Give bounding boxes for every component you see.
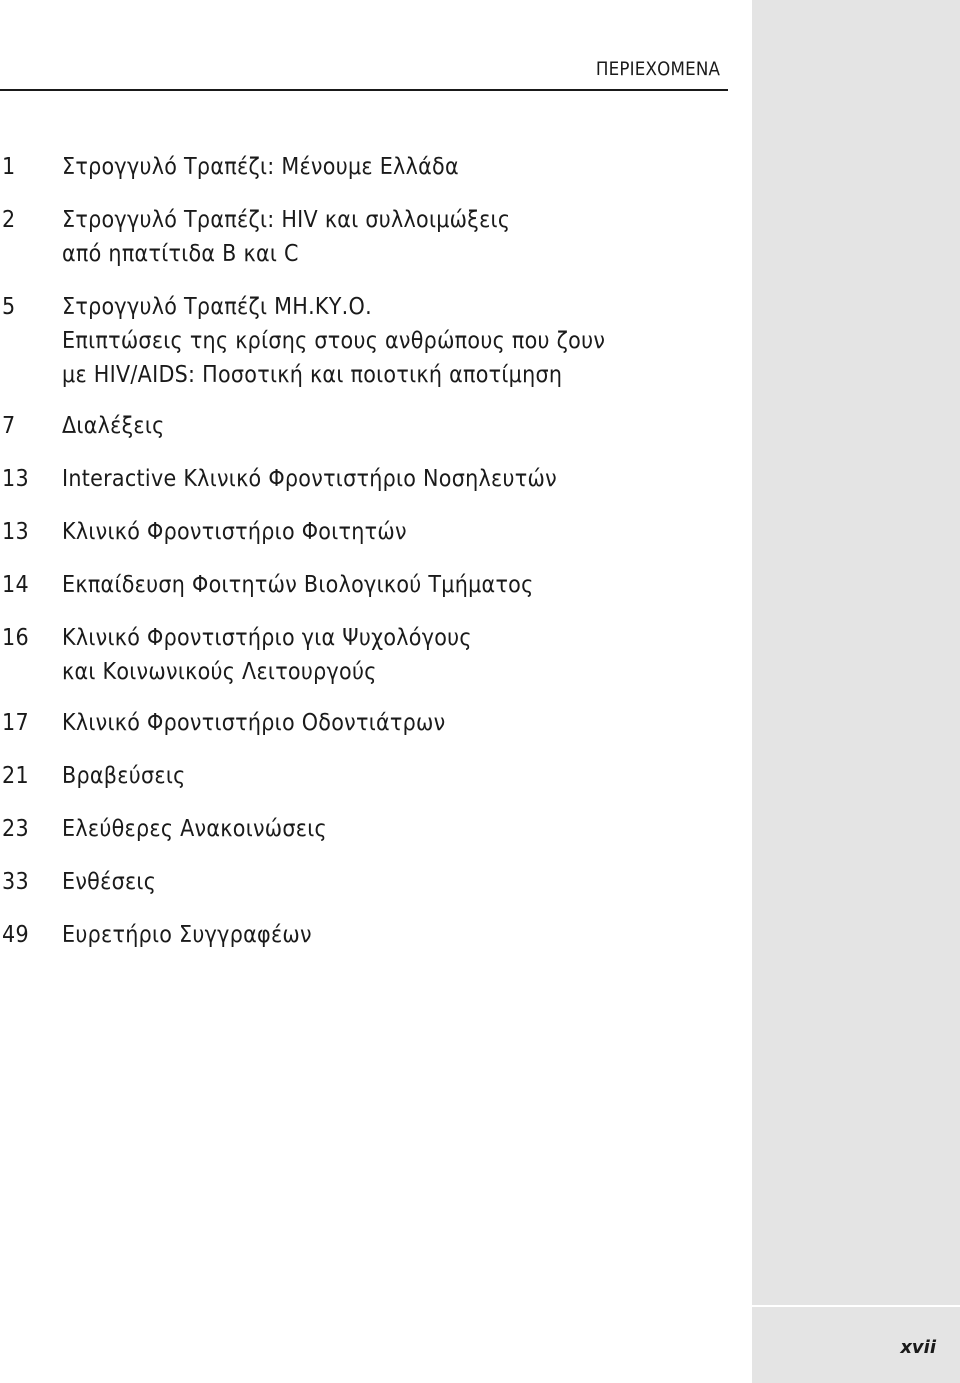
- toc-entry-text: Ευρετήριο Συγγραφέων: [62, 922, 312, 948]
- toc-page-number: 2: [2, 207, 16, 233]
- toc-page-number: 23: [2, 816, 29, 842]
- toc-page-number: 7: [2, 413, 16, 439]
- toc-title: ΠΕΡΙΕΧΟΜΕΝΑ: [595, 58, 720, 80]
- toc-page-number: 1: [2, 154, 16, 180]
- toc-entry-text: Interactive Κλινικό Φροντιστήριο Νοσηλευτών: [62, 466, 557, 492]
- toc-page-number: 5: [2, 294, 16, 320]
- toc-page-number: 14: [2, 572, 29, 598]
- side-panel: [752, 0, 960, 1305]
- toc-entry-text: Στρογγυλό Τραπέζι: HIV και συλλοιμώξεις από ηπατίτιδα Β και C: [62, 207, 511, 267]
- side-footer: [752, 1307, 960, 1383]
- title-rule: [0, 89, 728, 91]
- toc-page-number: 33: [2, 869, 29, 895]
- toc-entry-text: Εκπαίδευση Φοιτητών Βιολογικού Τμήματος: [62, 572, 534, 598]
- toc-entry-text: Στρογγυλό Τραπέζι: Μένουμε Ελλάδα: [62, 154, 459, 180]
- toc-page-number: 16: [2, 625, 29, 651]
- toc-page-number: 21: [2, 763, 29, 789]
- toc-entry-text: Κλινικό Φροντιστήριο Οδοντιάτρων: [62, 710, 446, 736]
- toc-entry-text: Κλινικό Φροντιστήριο για Ψυχολόγους και Κοινωνικούς Λειτουργούς: [62, 625, 472, 685]
- toc-page-number: 13: [2, 466, 29, 492]
- toc-entry-text: Ενθέσεις: [62, 869, 157, 895]
- page-number: xvii: [900, 1337, 936, 1358]
- toc-page-number: 17: [2, 710, 29, 736]
- toc-page-number: 13: [2, 519, 29, 545]
- toc-entry-text: Κλινικό Φροντιστήριο Φοιτητών: [62, 519, 407, 545]
- toc-entry-text: Στρογγυλό Τραπέζι ΜΗ.ΚΥ.Ο. Επιπτώσεις της κρίσης στους ανθρώπους που ζουν με HIV/AIDS: Ποσοτική και ποιοτική αποτίμηση: [62, 294, 606, 388]
- toc-entry-text: Διαλέξεις: [62, 413, 165, 439]
- toc-page-number: 49: [2, 922, 29, 948]
- toc-entry-text: Ελεύθερες Ανακοινώσεις: [62, 816, 327, 842]
- toc-entry-text: Βραβεύσεις: [62, 763, 186, 789]
